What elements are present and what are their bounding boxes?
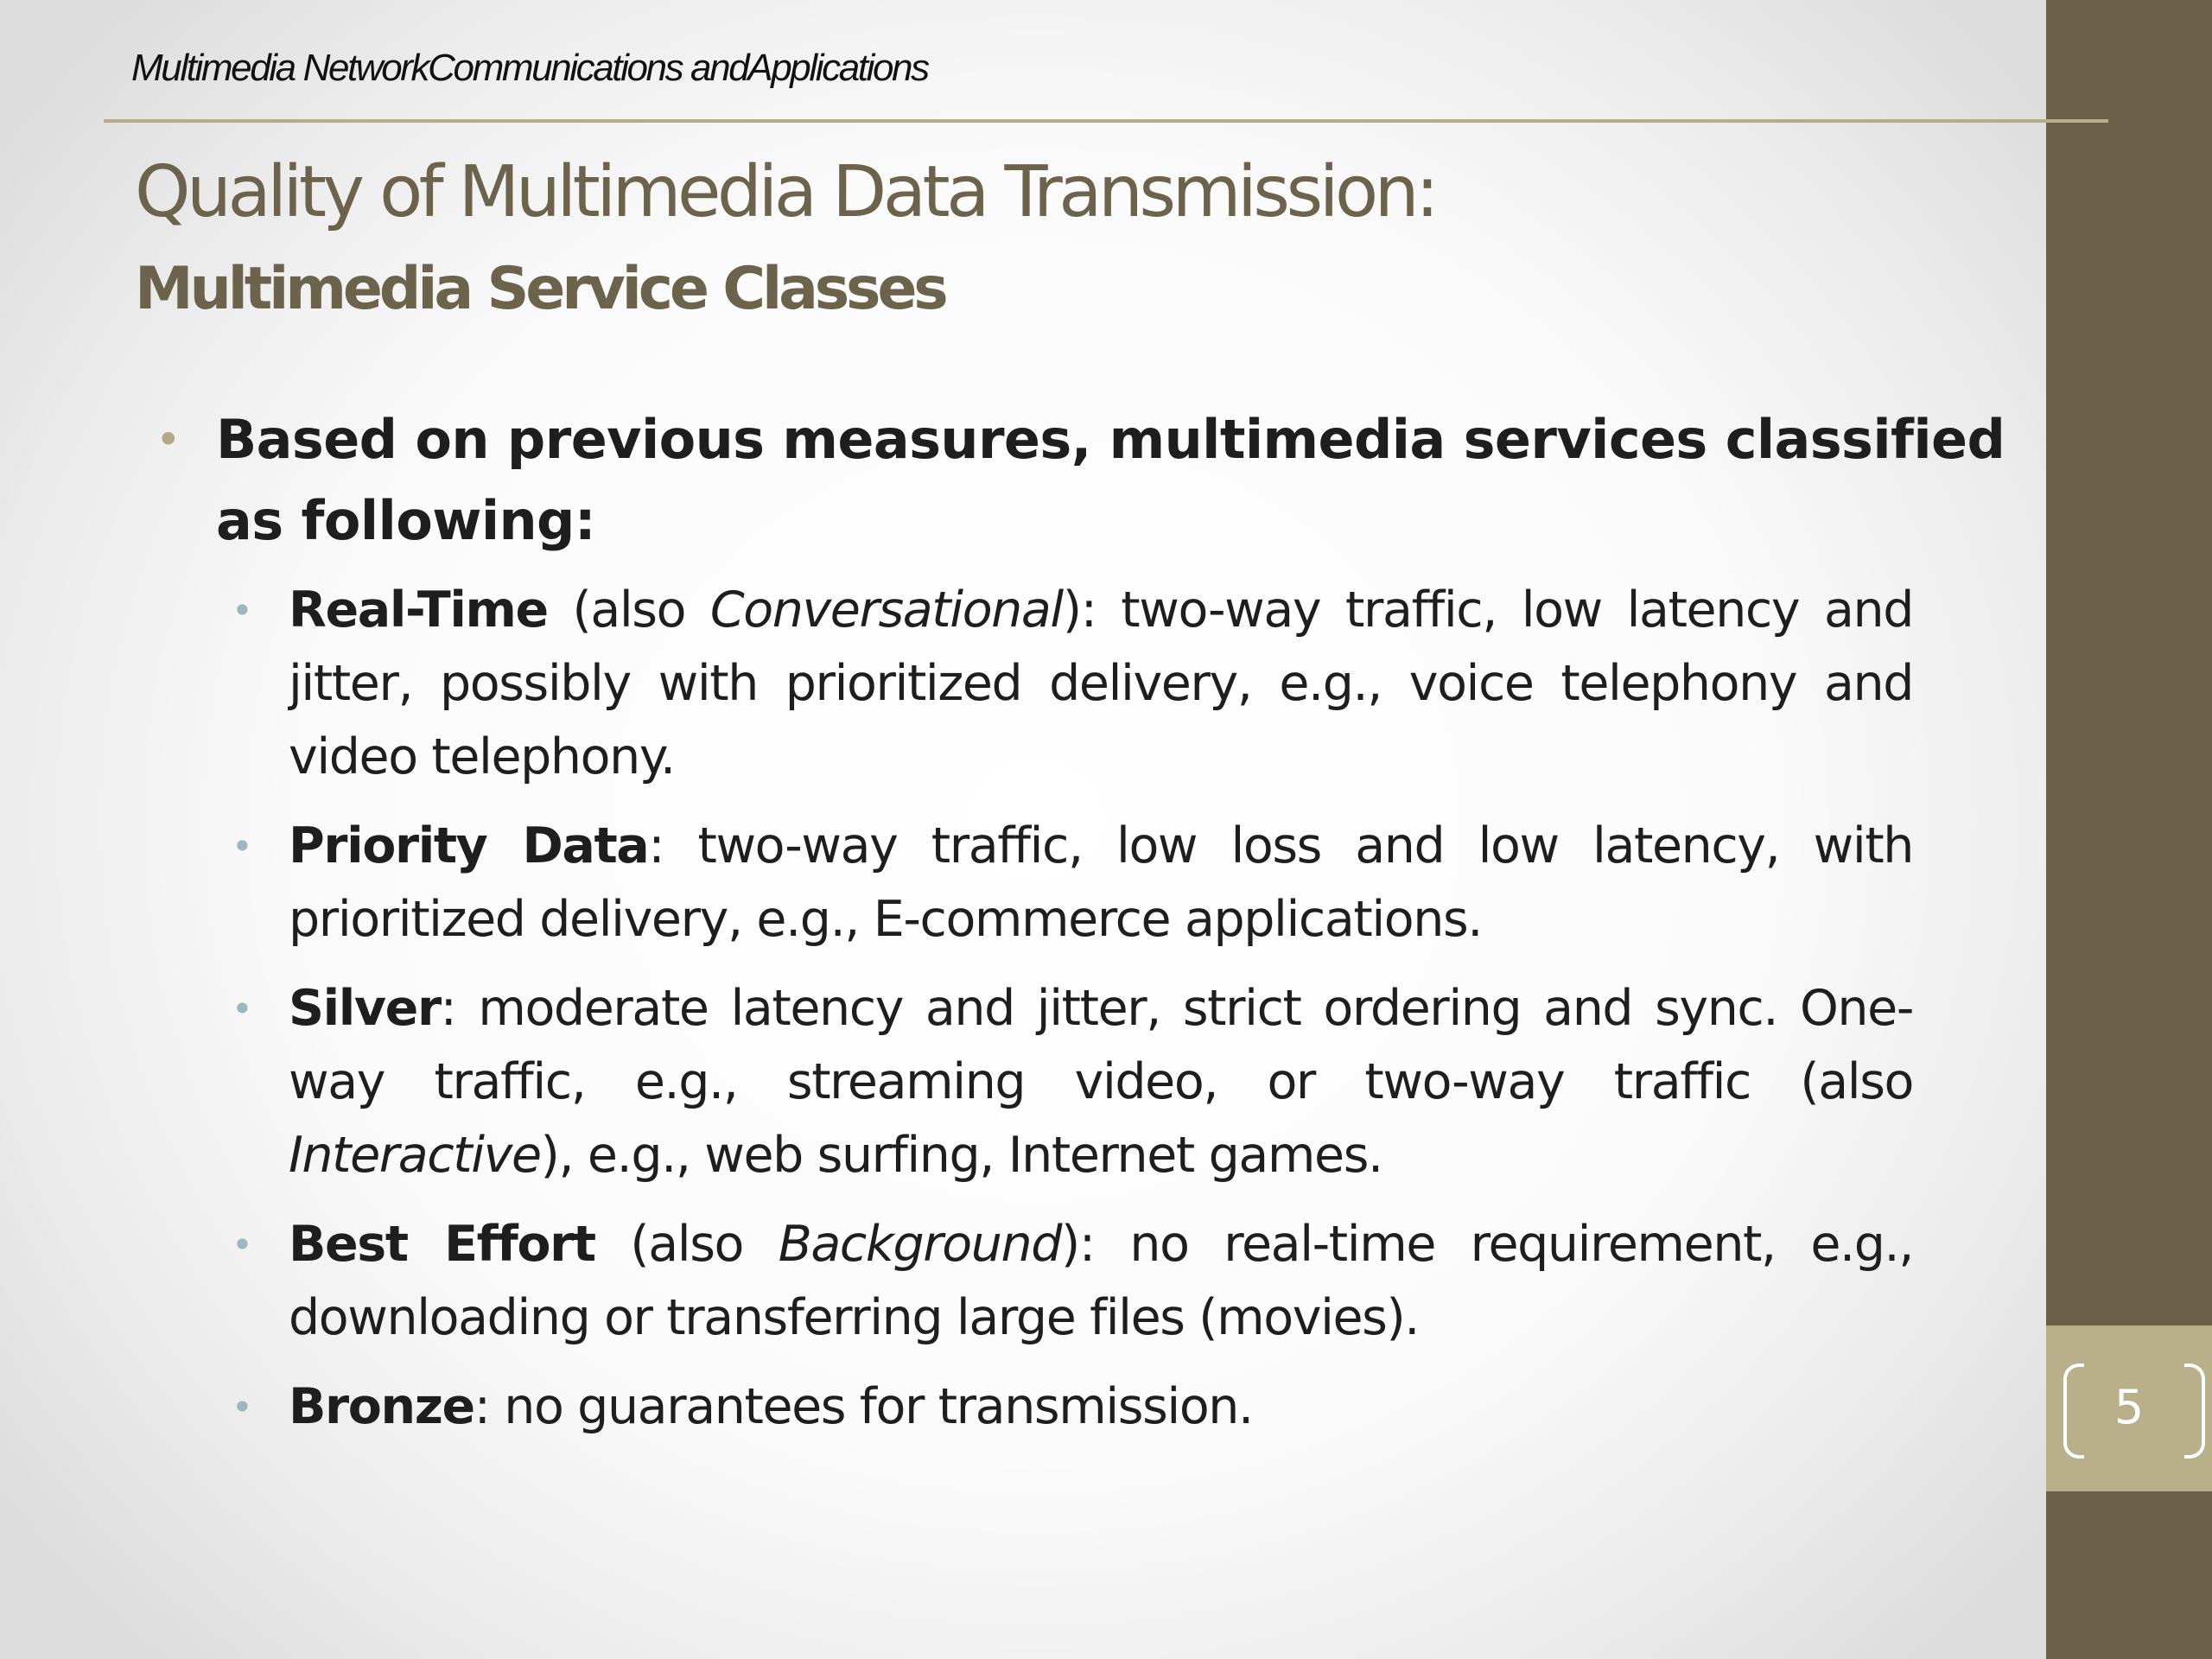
bullet-icon: • xyxy=(232,988,252,1030)
item-text: : two-way traffic, low loss and low latency, with prioritized delivery, e.g., E-commerce applications. xyxy=(289,817,1913,948)
item-text: ): two-way traffic, low latency and jitter, possibly with prioritized delivery, e.g., voice telephony and video telephony. xyxy=(289,582,1913,785)
list-item-real-time xyxy=(232,574,1913,794)
item-italic: Background xyxy=(778,1216,1062,1273)
page-number-box xyxy=(2046,1325,2212,1491)
item-italic: Conversational xyxy=(709,582,1063,639)
item-text: ): no real-time requirement, e.g., downloading or transferring large files (movies). xyxy=(289,1216,1913,1346)
list-item-best-effort xyxy=(232,1208,1913,1355)
course-title: Multimedia NetworkCommunications andApplications xyxy=(131,47,928,89)
slide-content xyxy=(156,399,2005,1459)
item-term: Best Effort xyxy=(289,1216,595,1273)
main-bullet xyxy=(156,399,2022,562)
item-text: : moderate latency and jitter, strict ordering and sync. One-way traffic, e.g., streaming video, or two-way traffic (also xyxy=(289,980,1913,1110)
item-text: ), e.g., web surfing, Internet games. xyxy=(540,1127,1382,1184)
bullet-icon: • xyxy=(232,1224,252,1266)
item-term: Real-Time xyxy=(289,582,548,639)
bullet-icon: • xyxy=(232,1386,252,1428)
bullet-icon: • xyxy=(232,589,252,632)
slide-title: Quality of Multimedia Data Transmission: xyxy=(135,151,1436,233)
service-class-list xyxy=(156,574,1970,1444)
item-term: Silver xyxy=(289,980,441,1037)
item-text: (also xyxy=(547,582,710,639)
item-italic: Interactive xyxy=(289,1127,541,1184)
main-bullet-text: Based on previous measures, multimedia services classified as following: xyxy=(216,408,2005,552)
item-term: Bronze xyxy=(289,1378,474,1435)
bullet-icon: • xyxy=(232,825,252,868)
list-item-silver xyxy=(232,972,1913,1192)
header-divider xyxy=(104,119,2108,123)
slide-subtitle: Multimedia Service Classes xyxy=(135,255,945,323)
list-item-bronze xyxy=(232,1370,1913,1444)
page-number: 5 xyxy=(2113,1380,2145,1434)
bullet-icon: • xyxy=(156,415,181,465)
item-term: Priority Data xyxy=(289,817,649,874)
list-item-priority-data xyxy=(232,810,1913,957)
item-text: : no guarantees for transmission. xyxy=(474,1378,1253,1435)
item-text: (also xyxy=(594,1216,779,1273)
